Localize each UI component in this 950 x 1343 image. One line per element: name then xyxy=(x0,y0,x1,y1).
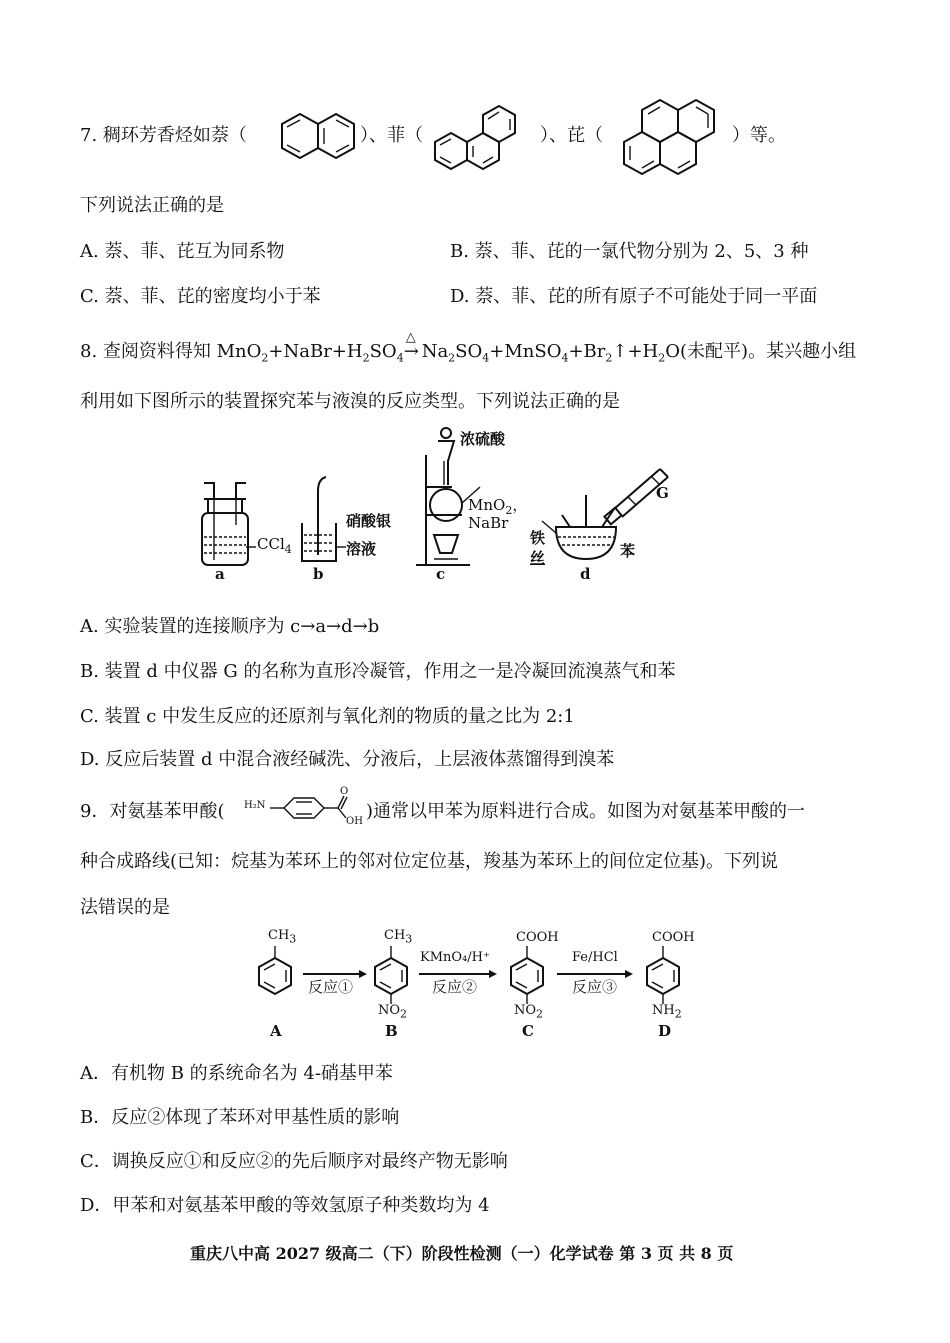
q7-stem: 下列说法正确的是 xyxy=(80,195,224,216)
paba-oh: OH xyxy=(346,816,363,827)
label-b: b xyxy=(313,565,324,583)
apparatus-b xyxy=(302,477,346,561)
paba-structure xyxy=(240,786,366,834)
scheme-b-no2-text: NO xyxy=(378,1003,401,1018)
q7-prefix: 7. 稠环芳香烃如萘（ xyxy=(80,125,247,146)
q7-option-b: B. 萘、菲、芘的一氯代物分别为 2、5、3 种 xyxy=(450,241,809,262)
scheme-b-ch3-text: CH xyxy=(384,928,406,943)
q8-option-c: C. 装置 c 中发生反应的还原剂与氧化剂的物质的量之比为 2:1 xyxy=(80,706,575,727)
q8-eq-part: +Br xyxy=(568,341,606,362)
q8-arrow: → xyxy=(403,341,419,362)
scheme-c-cooh: COOH xyxy=(516,930,559,945)
q9-option-c: C．调换反应①和反应②的先后顺序对最终产物无影响 xyxy=(80,1151,508,1172)
label-silver-nitrate-2: 溶液 xyxy=(346,540,377,558)
reaction-2-label: 反应② xyxy=(432,978,478,996)
scheme-c-no2-sub: 2 xyxy=(536,1007,544,1021)
q9-option-b: B．反应②体现了苯环对甲基性质的影响 xyxy=(80,1107,400,1128)
q8-eq-sub: 4 xyxy=(482,351,490,365)
scheme-d-cooh: COOH xyxy=(652,930,695,945)
paba-ring xyxy=(240,786,366,834)
label-mno2-sub: 2 xyxy=(505,504,513,517)
phenanthrene-structure xyxy=(430,92,540,182)
compound-c-label: C xyxy=(522,1022,534,1040)
compound-b-label: B xyxy=(385,1022,398,1040)
reaction-3-label: 反应③ xyxy=(572,978,618,996)
reaction-1-label: 反应① xyxy=(308,978,354,996)
q8-equation xyxy=(80,330,857,371)
q9-option-a: A．有机物 B 的系统命名为 4-硝基甲苯 xyxy=(80,1063,393,1084)
q8-option-b: B. 装置 d 中仪器 G 的名称为直形冷凝管，作用之一是冷凝回流溴蒸气和苯 xyxy=(80,661,676,682)
q8-eq-sub: 2 xyxy=(261,351,269,365)
q8-eq-part: +MnSO xyxy=(489,341,562,362)
q9-line3: 法错误的是 xyxy=(80,897,170,918)
label-silver-nitrate-1: 硝酸银 xyxy=(346,512,392,530)
label-g: G xyxy=(656,484,669,502)
arrow-2-head xyxy=(489,970,497,978)
q9-line1-a: 9．对氨基苯甲酸( xyxy=(80,801,225,822)
arrow-1-head xyxy=(359,970,367,978)
q8-option-d: D. 反应后装置 d 中混合液经碱洗、分液后，上层液体蒸馏得到溴苯 xyxy=(80,749,615,770)
compound-c-ring xyxy=(511,946,543,1004)
q8-eq-sub: 2 xyxy=(658,351,666,365)
scheme-b-no2 xyxy=(378,1003,407,1021)
label-c: c xyxy=(436,565,446,583)
q7-option-a: A. 萘、菲、芘互为同系物 xyxy=(80,241,285,262)
q8-heat-arrow xyxy=(403,330,422,364)
scheme-b-ch3-sub: 3 xyxy=(405,932,413,946)
q9-option-d: D．甲苯和对氨基苯甲酸的等效氢原子种类数均为 4 xyxy=(80,1195,490,1216)
scheme-a-ch3 xyxy=(268,928,296,946)
q9-line2: 种合成路线(已知：烷基为苯环上的邻对位定位基，羧基为苯环上的间位定位基)。下列说 xyxy=(80,851,779,872)
q7-option-d: D. 萘、菲、芘的所有原子不可能处于同一平面 xyxy=(450,286,818,307)
paba-o: O xyxy=(340,786,349,797)
scheme-a-ch3-text: CH xyxy=(268,928,290,943)
page-footer: 重庆八中高 2027 级高二（下）阶段性检测（一）化学试卷 第 3 页 共 8 页 xyxy=(190,1244,734,1263)
q7-option-c: C. 萘、菲、芘的密度均小于苯 xyxy=(80,286,321,307)
scheme-c-no2-text: NO xyxy=(514,1003,537,1018)
label-a: a xyxy=(215,565,225,583)
label-iron-2: 丝 xyxy=(530,549,546,567)
q9-line1-b: )通常以甲苯为原料进行合成。如图为对氨基苯甲酸的一 xyxy=(366,801,806,822)
q8-option-a: A. 实验装置的连接顺序为 c→a→d→b xyxy=(80,616,380,637)
compound-d-ring xyxy=(647,946,679,1004)
scheme-a-ch3-sub: 3 xyxy=(289,932,297,946)
q7-sep1: ）、菲（ xyxy=(360,125,423,146)
label-mno2-text: MnO xyxy=(468,496,506,514)
scheme-d-nh2-text: NH xyxy=(652,1003,675,1018)
pyrene-structure xyxy=(612,88,732,188)
label-mno2-comma: ， xyxy=(512,496,528,514)
q8-line2: 利用如下图所示的装置探究苯与液溴的反应类型。下列说法正确的是 xyxy=(80,391,620,412)
reaction-2-reagent: KMnO₄/H⁺ xyxy=(420,950,490,965)
label-ccl4 xyxy=(257,535,292,556)
q8-eq-sub: 2 xyxy=(448,351,456,365)
q8-eq-sub: 4 xyxy=(561,351,569,365)
label-conc-sulfuric-acid: 浓硫酸 xyxy=(460,430,506,448)
arrow-3-head xyxy=(625,970,633,978)
label-benzene: 苯 xyxy=(620,542,636,560)
q8-eq-part: SO xyxy=(369,341,397,362)
q8-heat-symbol: △ xyxy=(405,330,416,345)
scheme-b-ch3 xyxy=(384,928,412,946)
compound-d-label: D xyxy=(658,1022,672,1040)
q8-eq-sub: 2 xyxy=(605,351,613,365)
q8-eq-part: ↑+H xyxy=(612,341,659,362)
compound-a-ring xyxy=(259,946,291,994)
paba-h2n: H₂N xyxy=(244,800,266,811)
q8-eq-part: 8. 查阅资料得知 MnO xyxy=(80,341,262,362)
q8-eq-part: O(未配平)。某兴趣小组 xyxy=(665,341,857,362)
compound-b-ring xyxy=(375,946,407,1004)
apparatus-figure xyxy=(190,425,690,585)
apparatus-a xyxy=(202,483,256,565)
label-d: d xyxy=(580,565,591,583)
scheme-b-no2-sub: 2 xyxy=(400,1007,408,1021)
label-nabr: NaBr xyxy=(468,514,509,532)
scheme-c-no2 xyxy=(514,1003,543,1021)
compound-a-label: A xyxy=(270,1022,282,1040)
q7-suffix: ）等。 xyxy=(732,125,786,146)
q8-eq-sub: 4 xyxy=(396,351,404,365)
q8-eq-sub: 2 xyxy=(362,351,370,365)
reaction-3-reagent: Fe/HCl xyxy=(572,950,618,965)
apparatus-d xyxy=(542,469,668,559)
label-iron-1: 铁 xyxy=(530,529,546,547)
q7-sep2: ）、芘（ xyxy=(540,125,603,146)
scheme-d-nh2 xyxy=(652,1003,682,1021)
q8-eq-part: +NaBr+H xyxy=(268,341,363,362)
label-ccl4-sub: 4 xyxy=(284,543,292,556)
scheme-d-nh2-sub: 2 xyxy=(674,1007,682,1021)
q8-eq-part: SO xyxy=(455,341,483,362)
q8-eq-part: Na xyxy=(421,341,449,362)
label-ccl4-text: CCl xyxy=(257,535,285,553)
naphthalene-structure xyxy=(268,108,358,168)
